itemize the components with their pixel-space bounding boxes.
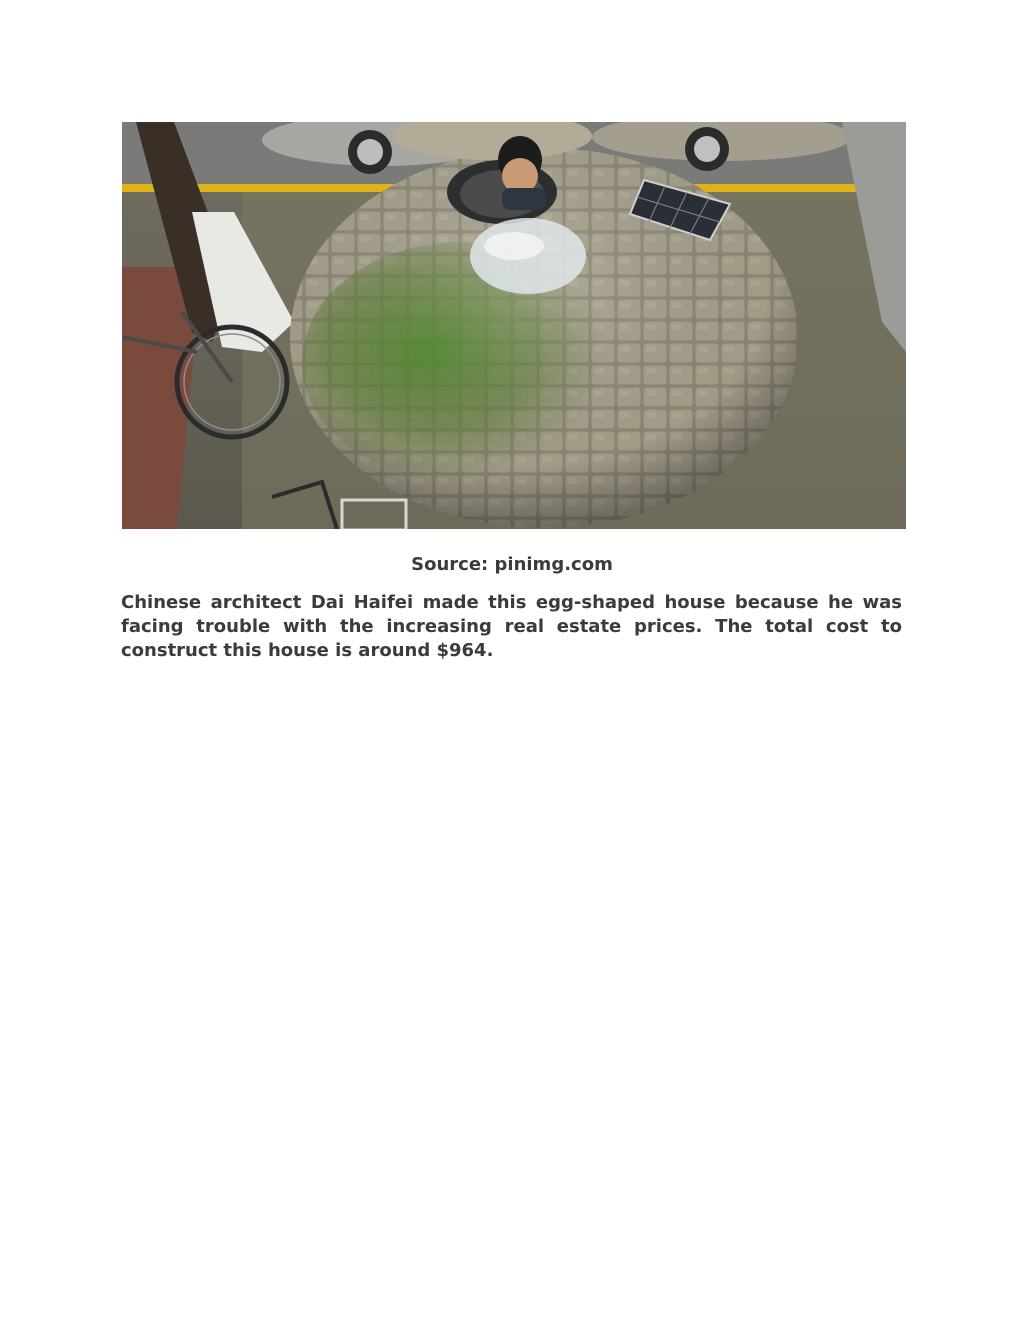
article-paragraph: Chinese architect Dai Haifei made this egg-shaped house because he was facing trouble with the increasing real estate prices. The total cost to construct this house is around $964. xyxy=(121,592,902,661)
egg-house-photo xyxy=(122,122,906,529)
egg-house-illustration xyxy=(122,122,906,529)
image-source-caption: Source: pinimg.com xyxy=(411,554,613,575)
